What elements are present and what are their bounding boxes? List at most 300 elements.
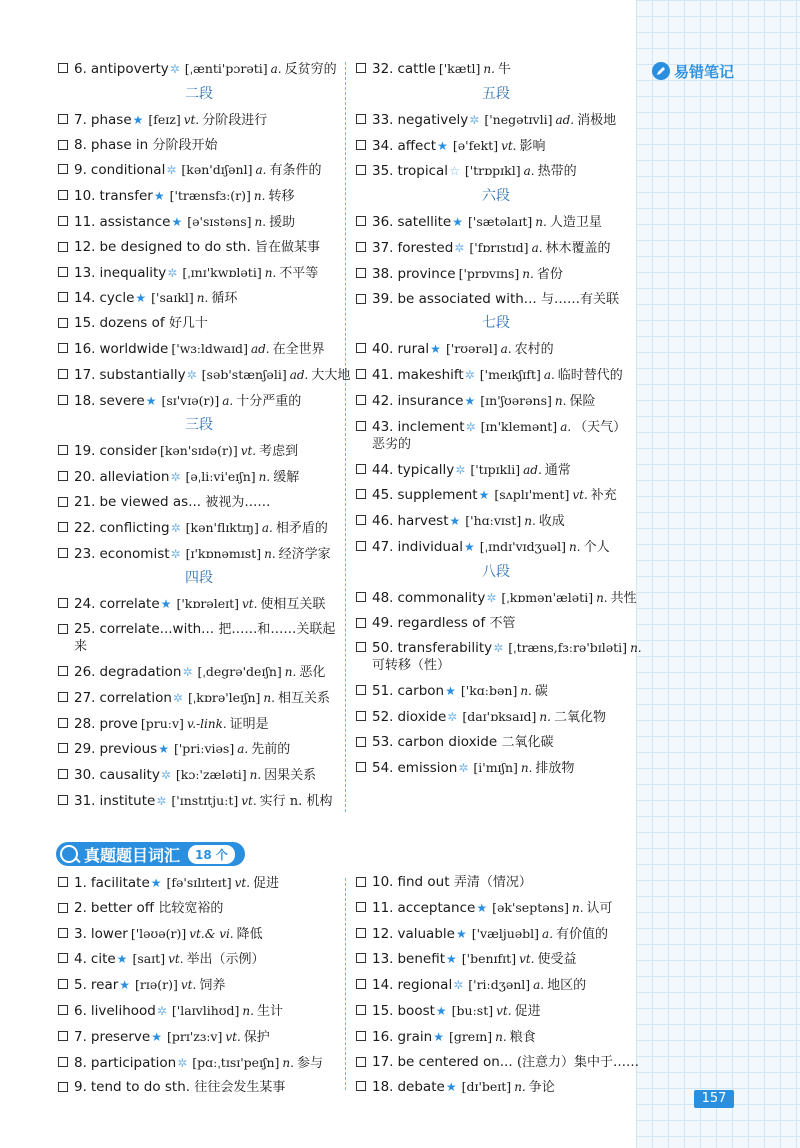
vocab-entry xyxy=(356,976,636,994)
entry-word: substantially xyxy=(99,366,186,383)
star-icon: ✲ xyxy=(160,768,171,783)
star-icon: ✲ xyxy=(486,590,497,605)
star-icon: ✲ xyxy=(454,240,465,255)
checkbox[interactable] xyxy=(58,795,68,805)
entry-phonetic: [ə'sɪstəns] xyxy=(187,213,252,229)
checkbox[interactable] xyxy=(58,1031,68,1041)
entry-pos: n. xyxy=(249,768,262,783)
entry-text xyxy=(372,137,546,155)
entry-number: 7. xyxy=(74,111,87,128)
entry-number: 22. xyxy=(74,519,96,536)
checkbox[interactable] xyxy=(58,769,68,779)
checkbox[interactable] xyxy=(58,624,68,634)
entry-word: correlate...with... xyxy=(99,621,215,638)
entry-meaning: 生计 xyxy=(256,1003,283,1019)
checkbox[interactable] xyxy=(356,928,366,938)
entry-phonetic: ['hɑːvɪst] xyxy=(465,513,522,529)
star-icon: ✲ xyxy=(170,470,181,485)
entry-number: 35. xyxy=(372,163,394,180)
entry-text xyxy=(74,766,316,784)
entry-word: dioxide xyxy=(397,708,447,725)
entry-word: emission xyxy=(397,759,458,776)
checkbox[interactable] xyxy=(356,953,366,963)
entry-text xyxy=(372,899,613,917)
entry-word: grain xyxy=(397,1028,433,1045)
entry-phonetic: [prɪ'zɜːv] xyxy=(166,1028,223,1044)
star-icon: ✲ xyxy=(166,163,177,178)
entry-pos: n. xyxy=(520,760,533,775)
entry-pos: a. xyxy=(533,978,545,993)
entry-meaning: 消极地 xyxy=(577,112,617,128)
entry-text xyxy=(372,239,611,257)
entry-meaning: 被视为…… xyxy=(205,494,271,510)
entry-pos: n. xyxy=(520,684,532,699)
entry-meaning: 经济学家 xyxy=(278,546,331,562)
entry-pos: n. xyxy=(264,265,277,280)
entry-word: transfer xyxy=(99,188,153,205)
section-heading: 三段 xyxy=(185,417,213,434)
entry-phonetic: [kɔː'zæləti] xyxy=(175,767,247,783)
entry-text xyxy=(372,874,532,891)
checkbox[interactable] xyxy=(356,618,366,628)
entry-phonetic: [pruːv] xyxy=(140,715,184,731)
entry-meaning: 因果关系 xyxy=(264,768,317,784)
vocab-entry xyxy=(58,1079,340,1096)
vocab-entry xyxy=(58,289,340,307)
entry-text xyxy=(74,545,331,563)
entry-number: 54. xyxy=(372,759,394,776)
checkbox[interactable] xyxy=(356,114,366,124)
checkbox[interactable] xyxy=(356,63,366,73)
entry-meaning: 有条件的 xyxy=(269,163,322,179)
entry-word: be designed to do sth. xyxy=(99,238,251,255)
bottom-right-column xyxy=(356,874,640,1104)
entry-word: conflicting xyxy=(99,519,170,536)
star-icon: ★ xyxy=(116,952,128,967)
entry-number: 41. xyxy=(372,367,394,384)
vocab-entry xyxy=(58,1002,340,1020)
vocab-entry xyxy=(356,366,636,384)
checkbox[interactable] xyxy=(58,666,68,676)
entry-text xyxy=(372,60,511,78)
entry-text xyxy=(74,494,270,511)
checkbox[interactable] xyxy=(356,515,366,525)
checkbox[interactable] xyxy=(356,216,366,226)
checkbox[interactable] xyxy=(58,953,68,963)
entry-word: cattle xyxy=(397,61,436,77)
entry-number: 15. xyxy=(74,315,96,332)
entry-word: affect xyxy=(397,137,437,154)
entry-meaning: 饲养 xyxy=(199,978,226,994)
checkbox[interactable] xyxy=(356,877,366,887)
checkbox[interactable] xyxy=(356,642,366,652)
entry-text xyxy=(372,734,554,751)
entry-phonetic: ['rʊərəl] xyxy=(445,341,498,357)
entry-phonetic: ['trænsfɜː(r)] xyxy=(169,188,251,204)
entry-number: 17. xyxy=(372,1053,394,1070)
checkbox[interactable] xyxy=(356,343,366,353)
entry-meaning: 促进 xyxy=(514,1003,541,1019)
star-icon: ✲ xyxy=(465,419,476,434)
entry-number: 6. xyxy=(74,61,87,77)
entry-text xyxy=(372,589,637,607)
entry-number: 7. xyxy=(74,1028,87,1045)
banner-title: 真题题目词汇 xyxy=(84,845,181,865)
star-icon: ★ xyxy=(435,1003,447,1018)
entry-number: 50. xyxy=(372,640,394,657)
star-icon: ✲ xyxy=(493,641,504,656)
star-icon: ★ xyxy=(151,1029,162,1044)
entry-meaning: 通常 xyxy=(544,462,571,478)
entry-text xyxy=(372,708,606,726)
vocab-entry xyxy=(58,925,340,943)
checkbox[interactable] xyxy=(356,242,366,252)
entry-text xyxy=(74,340,325,358)
checkbox[interactable] xyxy=(58,114,68,124)
entry-pos: n. xyxy=(253,189,266,204)
entry-text xyxy=(74,792,332,810)
entry-word: degradation xyxy=(99,663,182,680)
entry-text xyxy=(74,900,223,917)
entry-phonetic: ['tɪpɪkli] xyxy=(470,461,521,477)
entry-number: 10. xyxy=(74,188,96,205)
checkbox[interactable] xyxy=(58,164,68,174)
checkbox[interactable] xyxy=(356,1031,366,1041)
entry-word: participation xyxy=(90,1054,177,1071)
entry-text xyxy=(74,976,225,994)
checkbox[interactable] xyxy=(58,522,68,532)
entry-pos: vt. xyxy=(496,1003,512,1018)
vocab-entry xyxy=(58,740,340,758)
checkbox[interactable] xyxy=(356,711,366,721)
checkbox[interactable] xyxy=(58,242,68,252)
entry-meaning: 个人 xyxy=(583,539,610,555)
entry-number: 47. xyxy=(372,538,394,555)
checkbox[interactable] xyxy=(356,268,366,278)
entry-number: 38. xyxy=(372,265,394,282)
entry-number: 21. xyxy=(74,493,96,510)
vocab-entry xyxy=(58,900,340,917)
entry-word: carbon xyxy=(397,683,445,700)
vocab-entry xyxy=(58,1054,340,1072)
entry-phonetic: [ˌdegrə'deɪʃn] xyxy=(197,663,282,679)
entry-word: be viewed as... xyxy=(99,493,202,510)
vocab-entry xyxy=(356,239,636,257)
checkbox[interactable] xyxy=(58,216,68,226)
entry-pos: vt.& vi. xyxy=(189,926,234,941)
checkbox[interactable] xyxy=(356,1005,366,1015)
entry-number: 2. xyxy=(74,899,87,916)
entry-phonetic: [pɑːˌtɪsɪ'peɪʃn] xyxy=(192,1054,280,1070)
entry-word: consider xyxy=(99,443,157,460)
checkbox[interactable] xyxy=(58,928,68,938)
entry-meaning: 降低 xyxy=(236,926,263,942)
entry-phonetic: ['prɒvɪns] xyxy=(458,265,520,281)
checkbox[interactable] xyxy=(58,343,68,353)
entry-phonetic: [buːst] xyxy=(451,1002,494,1018)
star-icon: ★ xyxy=(445,1080,457,1095)
entry-phonetic: ['ləʊə(r)] xyxy=(130,925,187,941)
entry-pos: a. xyxy=(560,419,572,434)
entry-number: 53. xyxy=(372,733,394,750)
entry-text xyxy=(372,538,610,556)
entry-word: be centered on... xyxy=(397,1053,513,1070)
entry-number: 11. xyxy=(372,899,394,916)
vocab-banner xyxy=(56,842,245,866)
checkbox[interactable] xyxy=(58,445,68,455)
entry-text xyxy=(74,366,350,384)
entry-number: 4. xyxy=(74,951,87,968)
checkbox[interactable] xyxy=(356,369,366,379)
star-icon: ✲ xyxy=(182,664,193,679)
entry-text xyxy=(372,340,554,358)
checkbox[interactable] xyxy=(58,877,68,887)
checkbox[interactable] xyxy=(58,369,68,379)
entry-word: livelihood xyxy=(90,1002,156,1019)
checkbox[interactable] xyxy=(58,598,68,608)
star-icon: ✲ xyxy=(170,546,181,561)
entry-text xyxy=(74,60,337,78)
page-number: 157 xyxy=(694,1090,734,1108)
entry-word: rural xyxy=(397,341,430,358)
checkbox[interactable] xyxy=(58,318,68,328)
banner-count: 18 个 xyxy=(188,845,235,864)
entry-word: debate xyxy=(397,1079,445,1096)
entry-phonetic: ['kɑːbən] xyxy=(460,683,518,699)
entry-pos: n. xyxy=(263,690,275,705)
entry-text xyxy=(372,111,616,129)
checkbox[interactable] xyxy=(58,497,68,507)
vocab-entry xyxy=(356,137,636,155)
entry-meaning: 大大地 xyxy=(311,367,351,383)
entry-word: be associated with... xyxy=(397,290,537,307)
entry-meaning: 在全世界 xyxy=(272,341,325,357)
entry-meaning: 相互关系 xyxy=(277,690,330,706)
checkbox[interactable] xyxy=(356,421,366,431)
checkbox[interactable] xyxy=(58,292,68,302)
checkbox[interactable] xyxy=(58,903,68,913)
entry-pos: n. xyxy=(571,900,584,915)
entry-meaning: 二氧化物 xyxy=(553,709,606,725)
entry-number: 6. xyxy=(74,1002,87,1019)
entry-pos: n. xyxy=(258,470,271,485)
entry-pos: n. xyxy=(264,546,276,561)
section-heading: 四段 xyxy=(185,570,213,587)
entry-text xyxy=(74,137,218,154)
entry-meaning: 缓解 xyxy=(273,470,300,486)
entry-text xyxy=(372,291,619,308)
checkbox[interactable] xyxy=(58,692,68,702)
vocab-entry xyxy=(356,1053,640,1071)
checkbox[interactable] xyxy=(356,762,366,772)
checkbox[interactable] xyxy=(58,395,68,405)
entry-phonetic: ['sætəlaɪt] xyxy=(468,214,533,230)
checkbox[interactable] xyxy=(58,471,68,481)
entry-number: 10. xyxy=(372,874,394,890)
checkbox[interactable] xyxy=(58,1082,68,1092)
entry-pos: n. xyxy=(282,1055,294,1070)
star-icon: ★ xyxy=(464,539,475,554)
entry-text xyxy=(74,187,294,205)
entry-number: 18. xyxy=(74,392,96,409)
checkbox[interactable] xyxy=(356,979,366,989)
entry-number: 9. xyxy=(74,1079,87,1096)
entry-text xyxy=(372,392,595,410)
entry-number: 44. xyxy=(372,461,394,478)
entry-meaning: 促进 xyxy=(253,876,280,891)
entry-word: tend to do sth. xyxy=(90,1079,191,1096)
entry-text xyxy=(74,1079,285,1096)
star-icon: ✲ xyxy=(169,62,180,76)
checkbox[interactable] xyxy=(356,165,366,175)
left-column xyxy=(58,60,351,818)
entry-meaning: 农村的 xyxy=(514,342,554,358)
entry-word: cycle xyxy=(99,290,135,307)
badge-title: 易错笔记 xyxy=(674,62,735,81)
checkbox[interactable] xyxy=(58,1005,68,1015)
entry-meaning: （天气）恶劣的 xyxy=(372,419,627,452)
entry-meaning: 反贫穷的 xyxy=(284,62,337,77)
entry-pos: n. xyxy=(630,641,642,656)
checkbox[interactable] xyxy=(356,685,366,695)
entry-meaning: 分阶段开始 xyxy=(152,137,218,153)
entry-pos: ad. xyxy=(555,112,575,127)
entry-meaning: 共性 xyxy=(610,590,637,606)
entry-pos: n. xyxy=(596,590,608,605)
checkbox[interactable] xyxy=(58,63,68,73)
section-heading: 二段 xyxy=(185,85,213,102)
star-icon: ★ xyxy=(455,926,467,941)
entry-number: 25. xyxy=(74,621,96,638)
checkbox[interactable] xyxy=(356,294,366,304)
entry-text xyxy=(372,759,574,777)
checkbox[interactable] xyxy=(356,395,366,405)
entry-phonetic: [ɪ'kɒnəmɪst] xyxy=(185,545,262,561)
star-icon: ★ xyxy=(145,393,157,408)
entry-phonetic: ['trɒpɪkl] xyxy=(464,163,521,179)
entry-number: 12. xyxy=(74,238,96,255)
entry-phonetic: ['laɪvlihʊd] xyxy=(171,1002,240,1018)
entry-pos: n. xyxy=(539,709,551,724)
entry-text xyxy=(74,874,279,892)
vocab-entry xyxy=(356,461,636,479)
entry-text xyxy=(372,925,608,943)
checkbox[interactable] xyxy=(58,140,68,150)
entry-text xyxy=(74,161,321,179)
entry-pos: a. xyxy=(500,342,512,357)
entry-number: 27. xyxy=(74,689,96,706)
checkbox[interactable] xyxy=(356,1081,366,1091)
entry-meaning: (注意力）集中于…… xyxy=(516,1054,640,1070)
checkbox[interactable] xyxy=(58,1057,68,1067)
checkbox[interactable] xyxy=(356,737,366,747)
entry-number: 19. xyxy=(74,443,96,460)
checkbox[interactable] xyxy=(356,592,366,602)
vocab-entry xyxy=(356,899,636,917)
checkbox[interactable] xyxy=(356,464,366,474)
checkbox[interactable] xyxy=(58,979,68,989)
magnifier-icon xyxy=(60,845,78,863)
entry-pos: a. xyxy=(222,393,234,408)
entry-pos: vt. xyxy=(501,138,517,153)
entry-phonetic: [ˌtræns,fɜːrə'bɪləti] xyxy=(508,640,628,656)
vocab-entry xyxy=(356,708,636,726)
vocab-entry xyxy=(58,340,340,358)
entry-text xyxy=(74,442,298,460)
entry-phonetic: ['kætl] xyxy=(438,61,481,76)
entry-number: 9. xyxy=(74,162,87,179)
entry-text xyxy=(74,468,299,486)
entry-word: preserve xyxy=(90,1028,151,1045)
entry-number: 52. xyxy=(372,708,394,725)
entry-word: tropical xyxy=(397,163,449,180)
checkbox[interactable] xyxy=(58,718,68,728)
entry-meaning: 恶化 xyxy=(299,664,326,680)
entry-word: inclement xyxy=(397,418,465,435)
entry-phonetic: [ɪn'ʃʊərəns] xyxy=(480,392,552,408)
vocab-entry xyxy=(356,291,636,308)
entry-word: alleviation xyxy=(99,469,170,486)
entry-text xyxy=(74,239,320,256)
entry-word: insurance xyxy=(397,392,464,409)
checkbox[interactable] xyxy=(58,267,68,277)
entry-text xyxy=(74,1028,270,1046)
entry-number: 37. xyxy=(372,239,394,256)
entry-pos: vt. xyxy=(519,952,535,967)
entry-number: 45. xyxy=(372,487,394,504)
checkbox[interactable] xyxy=(356,140,366,150)
star-icon: ★ xyxy=(132,112,144,127)
entry-phonetic: [ˌɪnɪ'kwɒləti] xyxy=(182,264,262,280)
entry-pos: n. xyxy=(254,214,267,229)
vocab-entry xyxy=(356,512,636,530)
entry-pos: a. xyxy=(543,368,555,383)
entry-number: 13. xyxy=(74,264,96,281)
checkbox[interactable] xyxy=(356,902,366,912)
vocab-entry xyxy=(356,265,636,283)
entry-text xyxy=(372,1078,555,1096)
entry-meaning: 先前的 xyxy=(251,742,291,758)
entry-text xyxy=(372,1028,536,1046)
entry-text xyxy=(74,950,265,968)
entry-phonetic: [greɪn] xyxy=(448,1028,493,1044)
entry-number: 33. xyxy=(372,111,394,128)
vocab-entry xyxy=(356,759,636,777)
entry-text xyxy=(372,639,645,674)
entry-phonetic: ['fɒrɪstɪd] xyxy=(469,239,529,255)
checkbox[interactable] xyxy=(58,190,68,200)
checkbox[interactable] xyxy=(58,743,68,753)
checkbox[interactable] xyxy=(356,541,366,551)
entry-number: 23. xyxy=(74,545,96,562)
entry-pos: vt. xyxy=(225,1029,241,1044)
entry-number: 29. xyxy=(74,741,96,758)
entry-pos: vt. xyxy=(241,793,257,808)
entry-word: conditional xyxy=(90,162,166,179)
entry-meaning: 与……有关联 xyxy=(540,291,619,307)
entry-word: facilitate xyxy=(90,875,150,891)
vocab-entry xyxy=(58,111,340,129)
checkbox[interactable] xyxy=(356,1057,366,1067)
checkbox[interactable] xyxy=(58,548,68,558)
checkbox[interactable] xyxy=(356,489,366,499)
vocab-entry xyxy=(58,874,340,892)
entry-number: 12. xyxy=(372,925,394,942)
star-icon: ✲ xyxy=(167,265,178,280)
entry-word: acceptance xyxy=(397,899,476,916)
entry-word: benefit xyxy=(397,951,446,968)
entry-word: inequality xyxy=(99,264,167,281)
